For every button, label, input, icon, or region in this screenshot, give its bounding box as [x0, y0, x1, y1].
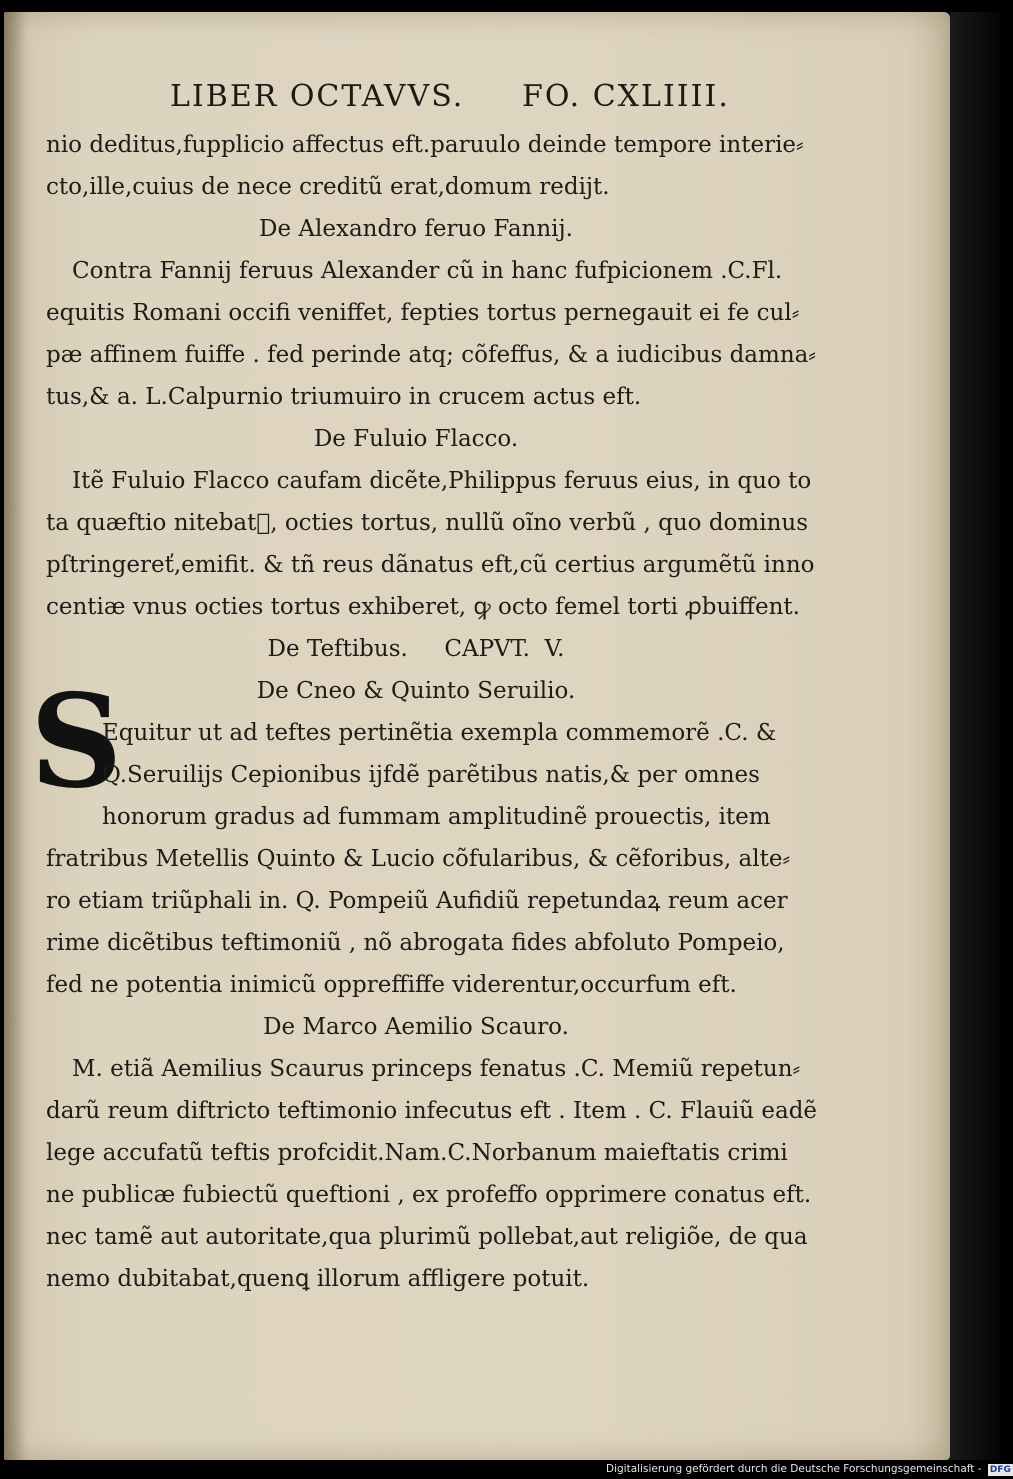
section-heading: De Cneo & Quinto Seruilio. — [256, 678, 576, 704]
text-line: nemo dubitabat,quenꝗ illorum affligere potuit. — [46, 1266, 590, 1292]
section-heading: De Marco Aemilio Scauro. — [263, 1014, 569, 1040]
dfg-logo: DFG — [989, 1465, 1011, 1475]
text-line: tus,& a. L.Calpurnio triumuiro in crucem actus eft. — [46, 384, 642, 410]
text-line: Q.Seruilijs Cepionibus ijfdẽ parẽtibus natis,& per omnes — [102, 762, 760, 788]
text-line: pæ affinem fuiffe . fed perinde atq; cõfeffus, & a iudicibus damna⸗ — [46, 342, 817, 368]
text-line: Equitur ut ad teftes pertinẽtia exempla commemorẽ .C. & — [102, 720, 777, 746]
page-text — [46, 124, 818, 1300]
running-head — [170, 72, 730, 122]
text-line: honorum gradus ad fummam amplitudinẽ prouectis, item — [102, 804, 771, 830]
text-line: fed ne potentia inimicũ oppreffiffe viderentur,occurfum eft. — [46, 972, 737, 998]
text-line: nec tamẽ aut autoritate,qua plurimũ pollebat,aut religiõe, de qua — [46, 1224, 808, 1250]
text-line: Contra Fannij feruus Alexander cũ in hanc fufpicionem .C.Fl. — [72, 258, 783, 284]
drop-capital: S — [30, 667, 123, 817]
text-line: centiæ vnus octies tortus exhiberet, ꝙ octo femel torti ꝓbuiffent. — [46, 594, 800, 620]
text-line: ta quæftio nitebatᷣ, octies tortus, nullũ oĩno verbũ , quo dominus — [46, 510, 808, 536]
section-heading: De Fuluio Flacco. — [313, 426, 519, 452]
text-line: cto,ille,cuius de nece creditũ erat,domum redijt. — [46, 174, 610, 200]
running-head-title: LIBER OCTAVVS. — [170, 79, 465, 114]
text-line: fratribus Metellis Quinto & Lucio cõfularibus, & cẽforibus, alte⸗ — [46, 846, 791, 872]
text-line: darũ reum diftricto teftimonio infecutus eft . Item . C. Flauiũ eadẽ — [46, 1098, 818, 1124]
text-line: Itẽ Fuluio Flacco caufam dicẽte,Philippus feruus eius, in quo to — [72, 468, 812, 494]
text-line: equitis Romani occifi veniffet, fepties tortus pernegauit ei fe cul⸗ — [46, 300, 800, 326]
footer-text: Digitalisierung gefördert durch die Deutsche Forschungsgemeinschaft - — [606, 1463, 982, 1475]
text-line: lege accufatũ teftis profcidit.Nam.C.Norbanum maieftatis crimi — [46, 1140, 788, 1166]
text-line: ro etiam triũphali in. Q. Pompeiũ Aufidiũ repetundaꝝ reum acer — [46, 888, 788, 914]
text-line: ne publicæ fubiectũ queftioni , ex profeffo opprimere conatus eft. — [46, 1182, 812, 1208]
scan-background — [950, 12, 1000, 1460]
folio-number: FO. CXLIIII. — [522, 79, 730, 114]
text-line: pſtringereť,emifit. & tñ reus dãnatus eft,cũ certius argumẽtũ inno — [46, 552, 815, 578]
chapter-heading: De Teftibus. CAPVT. V. — [267, 636, 565, 662]
text-line: rime dicẽtibus teftimoniũ , nõ abrogata fides abfoluto Pompeio, — [46, 930, 785, 956]
text-line: nio deditus,fupplicio affectus eft.paruulo deinde tempore interie⸗ — [46, 132, 804, 158]
section-heading: De Alexandro feruo Fannij. — [259, 216, 573, 242]
text-line: M. etiã Aemilius Scaurus princeps fenatus .C. Memiũ repetun⸗ — [72, 1056, 801, 1082]
footer-credit — [606, 1462, 1011, 1476]
